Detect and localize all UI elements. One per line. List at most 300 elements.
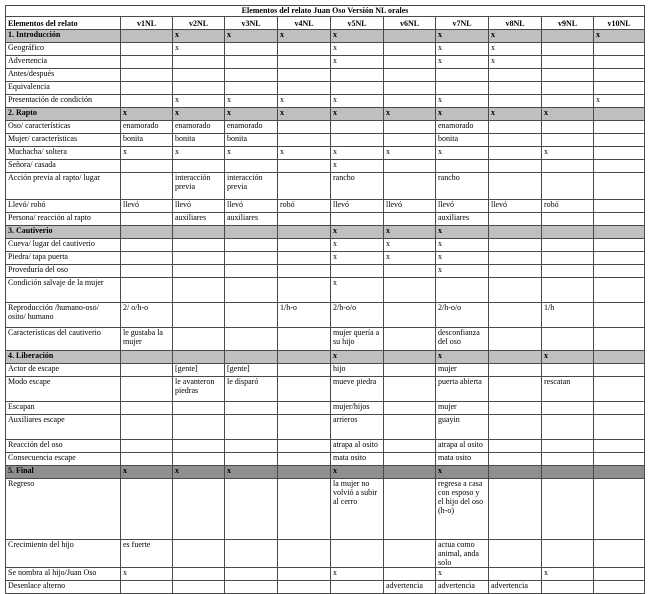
table-cell: x	[542, 147, 594, 160]
table-cell	[594, 328, 645, 351]
table-cell: bonita	[121, 134, 173, 147]
table-row	[6, 364, 645, 377]
table-cell	[542, 43, 594, 56]
table-cell	[173, 56, 225, 69]
table-cell	[173, 581, 225, 594]
table-cell	[225, 402, 278, 415]
table-cell: llevó	[384, 200, 436, 213]
table-cell	[384, 173, 436, 200]
table-cell: x	[331, 108, 384, 121]
table-cell: mata osito	[331, 453, 384, 466]
table-cell	[278, 173, 331, 200]
table-cell: bonita	[225, 134, 278, 147]
table-cell: enamorado	[173, 121, 225, 134]
section-label: 3. Cautiverio	[6, 226, 121, 239]
table-cell: guayin	[436, 415, 489, 440]
table-cell: x	[173, 147, 225, 160]
table-cell: 1/h-o	[278, 303, 331, 328]
table-row	[6, 134, 645, 147]
table-cell	[489, 134, 542, 147]
table-cell	[594, 43, 645, 56]
table-cell	[173, 479, 225, 540]
table-cell: x	[384, 239, 436, 252]
document-page	[5, 5, 644, 594]
table-cell	[121, 56, 173, 69]
row-label: Características del cautiverio	[6, 328, 121, 351]
table-cell	[594, 303, 645, 328]
row-label: Equivalencia	[6, 82, 121, 95]
table-cell: llevó	[173, 200, 225, 213]
table-cell	[542, 364, 594, 377]
table-cell	[278, 540, 331, 568]
table-cell: robó	[542, 200, 594, 213]
table-cell: x	[436, 43, 489, 56]
table-cell	[542, 121, 594, 134]
table-cell	[278, 364, 331, 377]
table-cell	[594, 581, 645, 594]
table-cell: llevó	[331, 200, 384, 213]
table-cell	[173, 351, 225, 364]
table-cell	[121, 278, 173, 303]
table-row	[6, 56, 645, 69]
table-row	[6, 303, 645, 328]
table-cell	[225, 479, 278, 540]
table-cell	[384, 82, 436, 95]
table-cell	[384, 278, 436, 303]
table-cell: x	[384, 226, 436, 239]
table-cell: advertencia	[384, 581, 436, 594]
table-cell: advertencia	[436, 581, 489, 594]
table-cell	[594, 364, 645, 377]
table-cell	[384, 69, 436, 82]
table-cell	[225, 415, 278, 440]
table-cell: x	[436, 351, 489, 364]
header-cell: v4NL	[278, 17, 331, 30]
table-cell	[489, 364, 542, 377]
table-cell	[121, 239, 173, 252]
table-cell	[278, 226, 331, 239]
table-cell	[278, 56, 331, 69]
table-cell	[278, 69, 331, 82]
table-cell	[489, 121, 542, 134]
table-cell	[384, 364, 436, 377]
table-row	[6, 95, 645, 108]
table-row	[6, 252, 645, 265]
table-cell	[594, 69, 645, 82]
header-cell: v2NL	[173, 17, 225, 30]
table-cell	[489, 278, 542, 303]
table-row	[6, 415, 645, 440]
table-cell	[384, 265, 436, 278]
table-cell: mujer/hijos	[331, 402, 384, 415]
table-cell	[489, 415, 542, 440]
table-cell	[225, 226, 278, 239]
table-cell	[594, 479, 645, 540]
table-cell	[384, 377, 436, 402]
header-cell: v3NL	[225, 17, 278, 30]
table-cell	[489, 252, 542, 265]
table-cell	[225, 239, 278, 252]
table-cell	[121, 364, 173, 377]
table-cell: [gente]	[225, 364, 278, 377]
row-label: Advertencia	[6, 56, 121, 69]
table-cell	[489, 466, 542, 479]
table-cell	[121, 160, 173, 173]
header-cell: v10NL	[594, 17, 645, 30]
section-label: 2. Rapto	[6, 108, 121, 121]
table-cell: x	[225, 108, 278, 121]
table-cell	[121, 402, 173, 415]
table-cell	[121, 30, 173, 43]
table-cell: x	[542, 351, 594, 364]
table-cell	[278, 377, 331, 402]
table-cell	[489, 226, 542, 239]
table-row	[6, 69, 645, 82]
table-cell: enamorado	[225, 121, 278, 134]
table-cell: 1/h	[542, 303, 594, 328]
table-row	[6, 328, 645, 351]
table-cell	[594, 568, 645, 581]
table-cell	[594, 278, 645, 303]
table-cell	[384, 351, 436, 364]
table-cell: x	[173, 466, 225, 479]
table-cell: x	[331, 252, 384, 265]
header-cell: v8NL	[489, 17, 542, 30]
table-cell	[542, 466, 594, 479]
table-cell: x	[436, 252, 489, 265]
table-cell	[542, 95, 594, 108]
row-label: Llevó/ robó	[6, 200, 121, 213]
table-cell	[278, 134, 331, 147]
table-cell: [gente]	[173, 364, 225, 377]
table-cell	[542, 415, 594, 440]
table-cell: hijo	[331, 364, 384, 377]
table-cell	[173, 69, 225, 82]
table-cell	[489, 328, 542, 351]
table-cell: llevó	[489, 200, 542, 213]
table-cell: x	[121, 568, 173, 581]
table-cell	[542, 226, 594, 239]
table-cell: advertencia	[489, 581, 542, 594]
section-row	[6, 466, 645, 479]
table-cell	[542, 69, 594, 82]
table-cell	[594, 147, 645, 160]
table-cell: x	[121, 147, 173, 160]
table-cell: x	[331, 278, 384, 303]
table-cell	[594, 252, 645, 265]
table-cell: x	[225, 147, 278, 160]
table-cell	[489, 147, 542, 160]
table-cell: x	[436, 466, 489, 479]
table-cell	[542, 453, 594, 466]
table-cell: rancho	[331, 173, 384, 200]
table-cell	[542, 82, 594, 95]
table-cell	[384, 43, 436, 56]
table-cell	[489, 213, 542, 226]
table-cell	[489, 173, 542, 200]
row-label: Señora/ casada	[6, 160, 121, 173]
table-cell: x	[173, 108, 225, 121]
section-row	[6, 30, 645, 43]
table-cell: x	[331, 568, 384, 581]
table-cell: x	[331, 239, 384, 252]
table-cell: x	[331, 56, 384, 69]
table-cell	[173, 252, 225, 265]
table-cell	[225, 581, 278, 594]
table-cell	[384, 213, 436, 226]
table-cell	[489, 95, 542, 108]
table-title: Elementos del relato Juan Oso Versión NL orales	[6, 6, 645, 17]
table-cell	[225, 265, 278, 278]
row-label: Modo escape	[6, 377, 121, 402]
elements-table	[5, 5, 645, 594]
table-cell: x	[121, 466, 173, 479]
table-cell	[331, 581, 384, 594]
table-cell	[489, 160, 542, 173]
table-cell	[594, 415, 645, 440]
table-row	[6, 239, 645, 252]
table-cell: x	[331, 95, 384, 108]
table-cell	[542, 581, 594, 594]
table-cell: 2/h-o/o	[331, 303, 384, 328]
table-cell	[121, 265, 173, 278]
table-cell: le disparó	[225, 377, 278, 402]
table-cell: le avanteron piedras	[173, 377, 225, 402]
table-cell: llevó	[121, 200, 173, 213]
table-cell	[121, 377, 173, 402]
header-cell: v6NL	[384, 17, 436, 30]
table-cell: auxiliares	[225, 213, 278, 226]
table-cell	[331, 82, 384, 95]
section-row	[6, 351, 645, 364]
table-cell	[331, 213, 384, 226]
table-cell: mueve piedra	[331, 377, 384, 402]
table-cell	[489, 453, 542, 466]
table-cell: puerta abierta	[436, 377, 489, 402]
table-cell	[225, 568, 278, 581]
table-cell	[489, 239, 542, 252]
table-cell	[173, 402, 225, 415]
table-cell: x	[489, 30, 542, 43]
table-cell	[225, 43, 278, 56]
table-cell	[594, 453, 645, 466]
table-cell	[121, 213, 173, 226]
table-cell: x	[331, 43, 384, 56]
table-cell: x	[436, 108, 489, 121]
table-cell	[594, 402, 645, 415]
table-cell	[594, 173, 645, 200]
table-cell: x	[489, 43, 542, 56]
table-cell	[542, 252, 594, 265]
table-cell	[542, 239, 594, 252]
table-cell	[594, 200, 645, 213]
table-cell	[384, 56, 436, 69]
table-row	[6, 479, 645, 540]
table-cell	[542, 479, 594, 540]
row-label: Auxiliares escape	[6, 415, 121, 440]
table-cell	[594, 160, 645, 173]
table-cell	[384, 466, 436, 479]
section-row	[6, 226, 645, 239]
table-cell	[542, 160, 594, 173]
table-cell	[384, 402, 436, 415]
table-cell	[384, 328, 436, 351]
table-cell: bonita	[436, 134, 489, 147]
table-cell: bonita	[173, 134, 225, 147]
table-cell	[489, 568, 542, 581]
table-cell	[594, 82, 645, 95]
table-cell	[384, 568, 436, 581]
table-cell	[173, 440, 225, 453]
table-cell	[542, 402, 594, 415]
row-label: Crecimiento del hijo	[6, 540, 121, 568]
table-cell	[594, 121, 645, 134]
table-cell: x	[225, 95, 278, 108]
table-cell	[436, 278, 489, 303]
section-label: 4. Liberación	[6, 351, 121, 364]
row-label: Reproducción /humano-oso/ osito/ humano	[6, 303, 121, 328]
table-row	[6, 43, 645, 56]
table-cell	[225, 453, 278, 466]
table-cell: x	[594, 95, 645, 108]
table-cell: mujer quería a su hijo	[331, 328, 384, 351]
table-cell	[278, 351, 331, 364]
table-cell	[173, 453, 225, 466]
row-label: Acción previa al rapto/ lugar	[6, 173, 121, 200]
table-cell	[436, 160, 489, 173]
table-cell	[278, 453, 331, 466]
table-cell	[278, 581, 331, 594]
table-cell: x	[436, 226, 489, 239]
table-cell	[278, 252, 331, 265]
table-cell	[278, 121, 331, 134]
table-cell	[594, 226, 645, 239]
row-label: Actor de escape	[6, 364, 121, 377]
table-cell	[489, 479, 542, 540]
table-cell	[225, 351, 278, 364]
header-cell: v9NL	[542, 17, 594, 30]
table-cell: auxiliares	[173, 213, 225, 226]
table-cell	[331, 265, 384, 278]
table-cell	[594, 351, 645, 364]
table-cell: x	[436, 56, 489, 69]
table-cell	[121, 581, 173, 594]
table-cell	[173, 82, 225, 95]
table-cell	[173, 226, 225, 239]
table-cell	[594, 134, 645, 147]
table-cell	[225, 328, 278, 351]
table-cell: x	[384, 147, 436, 160]
table-cell: x	[278, 147, 331, 160]
table-cell: interacción previa	[225, 173, 278, 200]
table-cell	[173, 160, 225, 173]
table-cell	[278, 239, 331, 252]
table-cell	[542, 440, 594, 453]
table-cell: desconfianza del oso	[436, 328, 489, 351]
table-cell	[542, 56, 594, 69]
table-cell: x	[489, 108, 542, 121]
table-cell	[384, 30, 436, 43]
table-cell	[278, 213, 331, 226]
table-cell	[121, 95, 173, 108]
table-cell	[542, 134, 594, 147]
table-cell	[121, 173, 173, 200]
row-label: Geográfico	[6, 43, 121, 56]
table-cell: x	[436, 568, 489, 581]
table-cell: x	[278, 108, 331, 121]
row-label: Desenlace alterno	[6, 581, 121, 594]
table-cell	[594, 377, 645, 402]
table-cell: rancho	[436, 173, 489, 200]
row-label: Oso/ características	[6, 121, 121, 134]
table-cell	[331, 69, 384, 82]
table-cell: x	[331, 160, 384, 173]
table-cell	[278, 265, 331, 278]
table-row	[6, 540, 645, 568]
table-cell: x	[594, 30, 645, 43]
table-cell	[384, 134, 436, 147]
table-cell: x	[225, 30, 278, 43]
row-label: Reacción del oso	[6, 440, 121, 453]
header-cell: Elementos del relato	[6, 17, 121, 30]
table-cell	[121, 351, 173, 364]
table-cell	[173, 278, 225, 303]
table-cell	[542, 213, 594, 226]
table-row	[6, 265, 645, 278]
table-row	[6, 581, 645, 594]
table-cell	[384, 95, 436, 108]
table-cell	[225, 160, 278, 173]
table-cell: x	[173, 95, 225, 108]
table-cell	[173, 540, 225, 568]
title-row	[6, 6, 645, 17]
table-row	[6, 453, 645, 466]
table-cell	[489, 69, 542, 82]
table-cell: mata osito	[436, 453, 489, 466]
table-cell	[542, 278, 594, 303]
table-cell: x	[173, 43, 225, 56]
table-cell: x	[331, 147, 384, 160]
table-cell: rescatan	[542, 377, 594, 402]
row-label: Proveduría del oso	[6, 265, 121, 278]
table-cell: enamorado	[121, 121, 173, 134]
table-cell	[384, 160, 436, 173]
table-cell: arrieros	[331, 415, 384, 440]
table-cell	[542, 265, 594, 278]
table-cell: x	[384, 108, 436, 121]
table-row	[6, 160, 645, 173]
table-cell	[594, 440, 645, 453]
table-cell: x	[436, 95, 489, 108]
table-cell: x	[331, 351, 384, 364]
table-cell	[278, 82, 331, 95]
table-cell	[173, 303, 225, 328]
table-cell: x	[436, 239, 489, 252]
table-cell	[121, 453, 173, 466]
table-cell	[594, 265, 645, 278]
section-label: 5. Final	[6, 466, 121, 479]
table-cell: x	[225, 466, 278, 479]
table-cell: llevó	[225, 200, 278, 213]
table-cell	[542, 328, 594, 351]
table-cell	[278, 568, 331, 581]
table-cell	[489, 402, 542, 415]
table-cell: interacción previa	[173, 173, 225, 200]
table-cell	[384, 479, 436, 540]
table-cell: x	[278, 30, 331, 43]
table-row	[6, 440, 645, 453]
table-cell	[436, 69, 489, 82]
